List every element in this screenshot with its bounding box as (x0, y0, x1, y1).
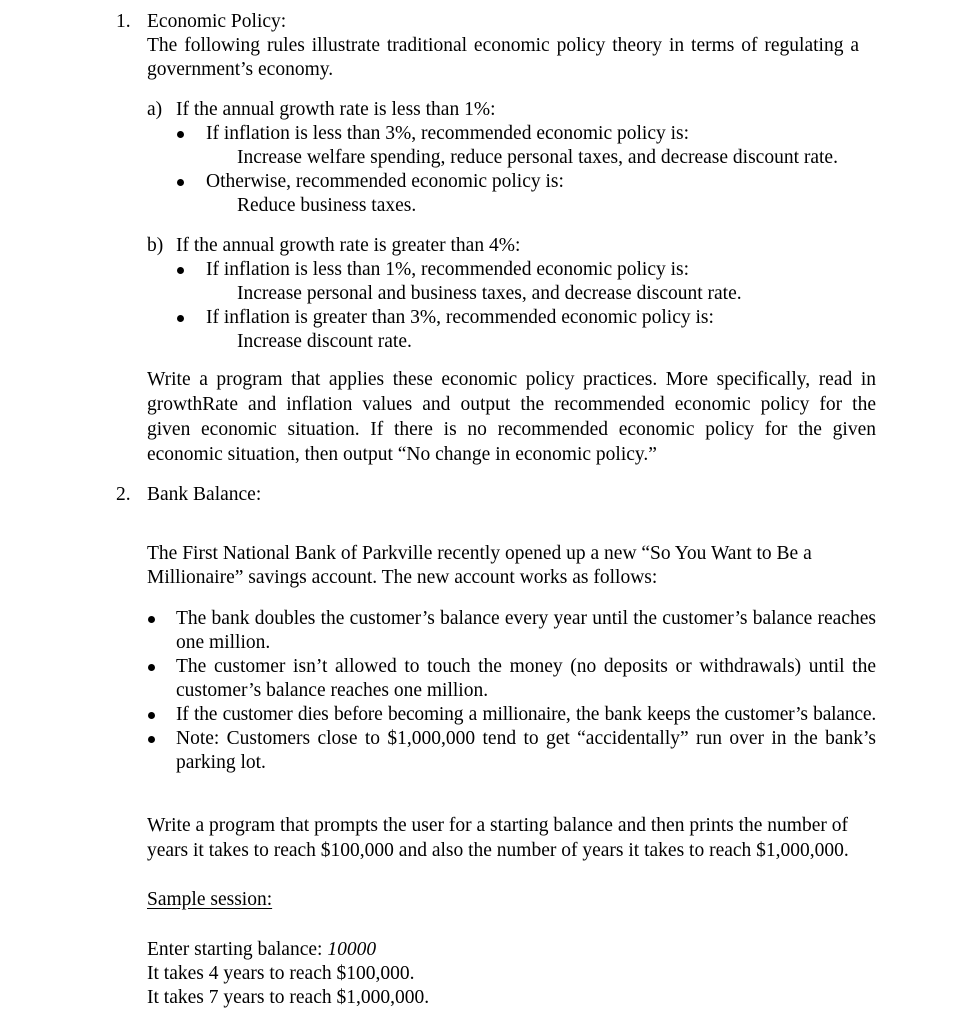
bullet-2-line-2: customer’s balance reaches one million. (176, 680, 489, 701)
case-b-rule-2-condition: If inflation is greater than 3%, recommended economic policy is: (206, 307, 714, 328)
bullet-3-line-1: If the customer dies before becoming a millionaire, the bank keeps the customer’s balance. (176, 704, 876, 725)
case-b-marker: b) (147, 235, 164, 256)
case-b-rule-1-condition: If inflation is less than 1%, recommended economic policy is: (206, 259, 690, 280)
question-1-number: 1. (116, 11, 131, 32)
question-1-task-line-2: growthRate and inflation values and output the recommended economic policy for the (147, 394, 876, 415)
bullet-icon (148, 712, 155, 719)
sample-input-line (147, 938, 376, 962)
case-a-rule-2-policy: Reduce business taxes. (237, 195, 417, 216)
case-b-rule-1-policy: Increase personal and business taxes, and decrease discount rate. (237, 283, 742, 304)
case-a-condition: If the annual growth rate is less than 1%: (176, 99, 496, 120)
sample-output-line-1: It takes 4 years to reach $100,000. (147, 963, 415, 984)
sample-output-line-2: It takes 7 years to reach $1,000,000. (147, 987, 430, 1008)
bullet-4-line-2: parking lot. (176, 752, 266, 773)
sample-prompt: Enter starting balance: (147, 939, 328, 960)
case-a-marker: a) (147, 99, 163, 120)
case-a-rule-1-policy: Increase welfare spending, reduce personal taxes, and decrease discount rate. (237, 147, 838, 168)
question-2-task-line-2: years it takes to reach $100,000 and also the number of years it takes to reach $1,000,000. (147, 840, 849, 861)
case-a-rule-2-condition: Otherwise, recommended economic policy is: (206, 171, 564, 192)
question-2-task-line-1: Write a program that prompts the user for a starting balance and then prints the number of (147, 815, 848, 836)
question-2-intro-line-1: The First National Bank of Parkville recently opened up a new “So You Want to Be a (147, 543, 812, 564)
question-1-title: Economic Policy: (147, 11, 287, 32)
bullet-1-line-2: one million. (176, 632, 271, 653)
bullet-icon (177, 131, 184, 138)
bullet-icon (148, 736, 155, 743)
bullet-icon (177, 267, 184, 274)
bullet-icon (177, 179, 184, 186)
bullet-4-line-1: Note: Customers close to $1,000,000 tend to get “accidentally” run over in the bank’s (176, 728, 876, 749)
case-b-rule-2-policy: Increase discount rate. (237, 331, 412, 352)
sample-session-heading: Sample session: (147, 889, 273, 910)
question-1-intro-line-1: The following rules illustrate traditional economic policy theory in terms of regulating a (147, 35, 859, 56)
question-1-intro-line-2: government’s economy. (147, 59, 334, 80)
bullet-1-line-1: The bank doubles the customer’s balance every year until the customer’s balance reaches (176, 608, 876, 629)
question-1-task-line-4: economic situation, then output “No change in economic policy.” (147, 444, 657, 465)
sample-input-value: 10000 (327, 939, 377, 960)
bullet-icon (177, 315, 184, 322)
question-2-intro-line-2: Millionaire” savings account. The new account works as follows: (147, 567, 658, 588)
question-2-title: Bank Balance: (147, 484, 262, 505)
bullet-2-line-1: The customer isn’t allowed to touch the money (no deposits or withdrawals) until the (176, 656, 876, 677)
question-1-task-line-1: Write a program that applies these economic policy practices. More specifically, read in (147, 369, 876, 390)
question-2-number: 2. (116, 484, 131, 505)
case-b-condition: If the annual growth rate is greater than 4%: (176, 235, 521, 256)
case-a-rule-1-condition: If inflation is less than 3%, recommended economic policy is: (206, 123, 690, 144)
question-1-task-line-3: given economic situation. If there is no recommended economic policy for the given (147, 419, 876, 440)
bullet-icon (148, 616, 155, 623)
bullet-icon (148, 664, 155, 671)
